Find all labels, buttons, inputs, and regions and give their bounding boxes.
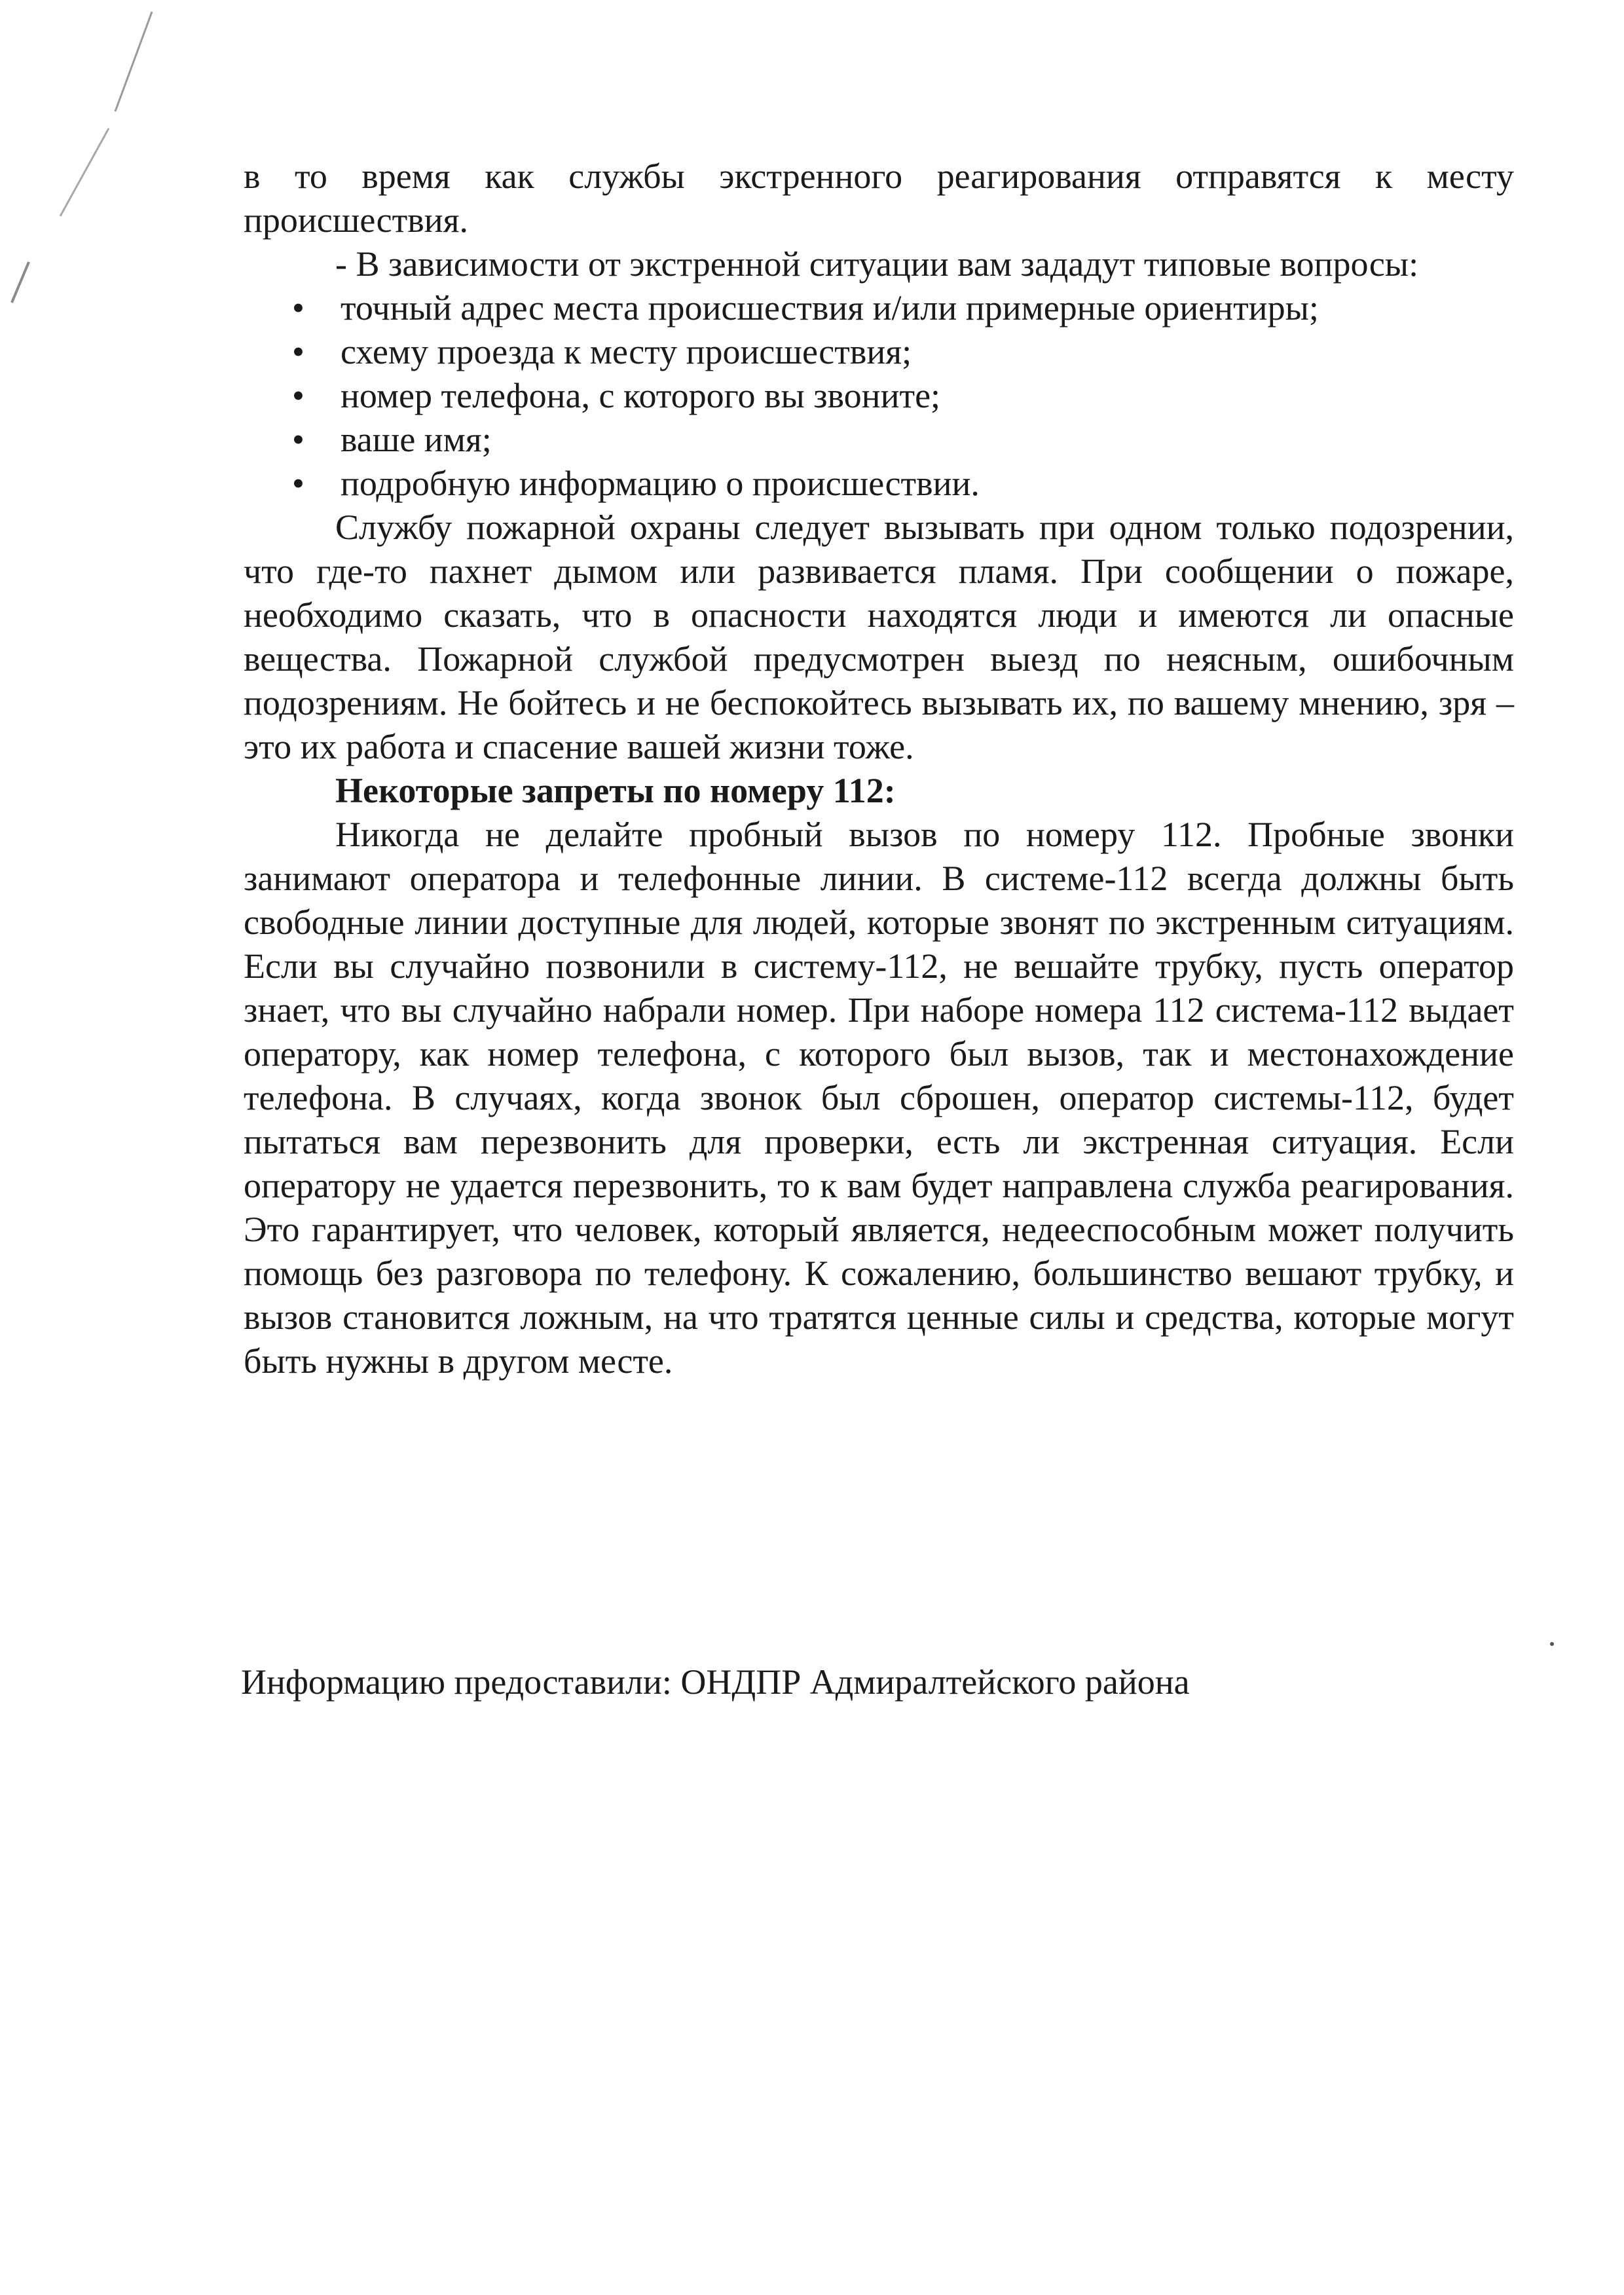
fire-service-paragraph: Службу пожарной охраны следует вызывать при одном только подозрении, что где-то пахнет дымом или развивается пламя. При сообщении о пожаре, необходимо сказать, что в опасности находятся люди и имеются ли опасные вещества. Пожарной службой предусмотрен выезд по неясным, ошибочным подозрениям. Не бойтесь и не беспокойтесь вызывать их, по вашему мнению, зря – это их работа и спасение вашей жизни тоже. — [244, 508, 1514, 766]
list-item: • ваше имя; — [244, 418, 1514, 462]
document-body — [244, 155, 1514, 1383]
list-item: • точный адрес места происшествия и/или примерные ориентиры; — [244, 286, 1514, 330]
list-item: • подробную информацию о происшествии. — [244, 462, 1514, 506]
questions-lead: - В зависимости от экстренной ситуации вам зададут типовые вопросы: — [335, 244, 1419, 284]
scan-artifact-line — [0, 0, 170, 314]
prohibitions-paragraph: Никогда не делайте пробный вызов по номеру 112. Пробные звонки занимают оператора и телефонные линии. В системе-112 всегда должны быть свободные линии доступные для людей, которые звонят по экстренным ситуациям. Если вы случайно позвонили в систему-112, не вешайте трубку, пусть оператор знает, что вы случайно набрали номер. При наборе номера 112 система-112 выдает оператору, как номер телефона, с которого был вызов, так и местонахождение телефона. В случаях, когда звонок был сброшен, оператор системы-112, будет пытаться вам перезвонить для проверки, есть ли экстренная ситуация. Если оператору не удается перезвонить, то к вам будет направлена служба реагирования. Это гарантирует, что человек, который является, недееспособным может получить помощь без разговора по телефону. К сожалению, большинство вешают трубку, и вызов становится ложным, на что тратятся ценные силы и средства, которые могут быть нужны в другом месте. — [244, 815, 1514, 1381]
prohibitions-heading: Некоторые запреты по номеру 112: — [335, 771, 896, 810]
source-credit: Информацию предоставили: ОНДПР Адмиралтейского района — [241, 1662, 1190, 1702]
list-item: • схему проезда к месту происшествия; — [244, 330, 1514, 374]
intro-paragraph: в то время как службы экстренного реагирования отправятся к месту происшествия. — [244, 157, 1514, 240]
list-item: • номер телефона, с которого вы звоните; — [244, 374, 1514, 418]
scan-artifact-dot — [1545, 1637, 1559, 1651]
questions-list — [244, 286, 1514, 506]
